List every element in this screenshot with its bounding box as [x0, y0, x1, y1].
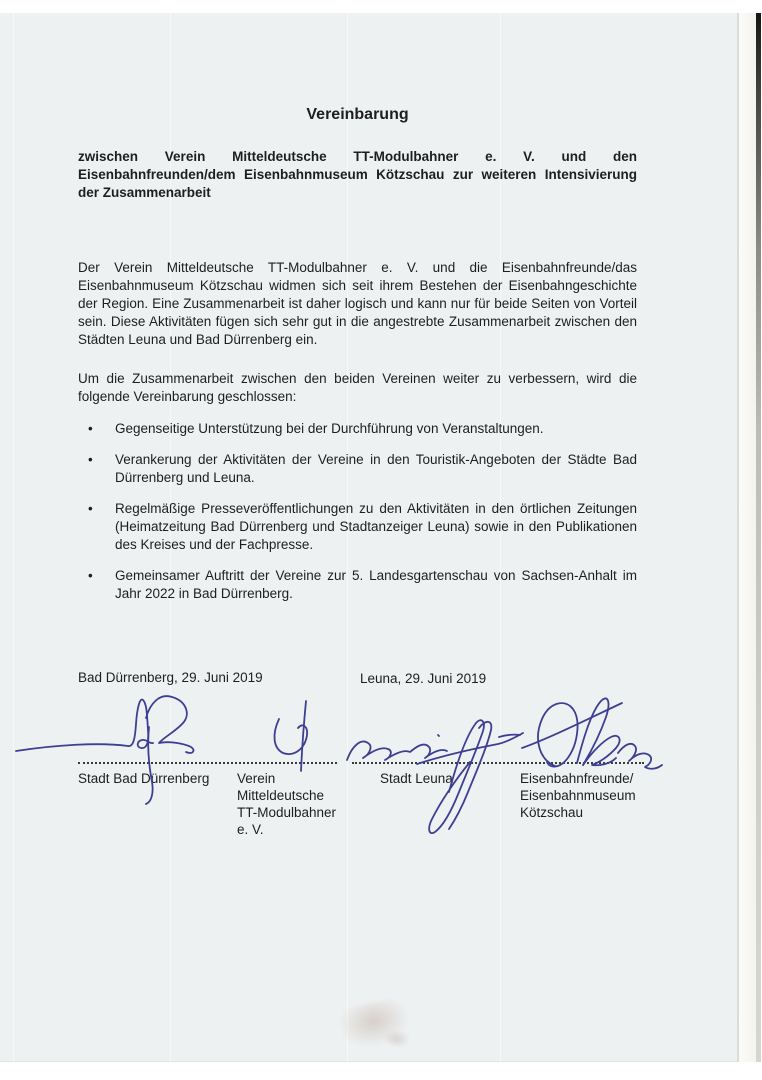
body-paragraph: Der Verein Mitteldeutsche TT-Modulbahner e. V. und die Eisenbahnfreunde/das Eisenbahnmuseum Kötzschau widmen sich seit ihrem Bestehen der Eisenbahngeschichte der Region. Eine Zusammenarbeit ist daher logisch und kann nur für beide Seiten von Vorteil sein. Diese Aktivitäten fügen sich sehr gut in die angestrebte Zusammenarbeit zwischen den Städten Leuna und Bad Dürrenberg ein.	[78, 260, 637, 347]
date-place-right: Leuna, 29. Juni 2019	[360, 671, 487, 686]
page-edge	[739, 13, 756, 1062]
bullet-item: • Verankerung der Aktivitäten der Vereine in den Touristik-Angeboten der Städte Bad Dürrenberg und Leuna.	[78, 451, 637, 487]
signatory-label-stadt-bad-duerrenberg: Stadt Bad Dürrenberg	[78, 771, 210, 786]
page-edge-shadow	[756, 13, 761, 1062]
document-title: Vereinbarung	[306, 106, 409, 123]
signature-line-right	[352, 762, 644, 764]
signature-line-left	[78, 762, 337, 764]
signatory-label-verein-tt-modulbahner: Verein Mitteldeutsche TT-Modulbahner e. V.	[237, 771, 337, 837]
document-subtitle: zwischen Verein Mitteldeutsche TT-Modulbahner e. V. und den Eisenbahnfreunden/dem Eisenbahnmuseum Kötzschau zur weiteren Intensivierung der Zusammenarbeit	[78, 149, 637, 200]
signatory-label-stadt-leuna: Stadt Leuna	[380, 771, 453, 786]
bullet-item: • Gegenseitige Unterstützung bei der Durchführung von Veranstaltungen.	[78, 420, 637, 438]
body-paragraph: Um die Zusammenarbeit zwischen den beiden Vereinen weiter zu verbessern, wird die folgende Vereinbarung geschlossen:	[78, 371, 637, 404]
bullet-item: • Regelmäßige Presseveröffentlichungen zu den Aktivitäten in den örtlichen Zeitungen (Heimatzeitung Bad Dürrenberg und Stadtanzeiger Leuna) sowie in den Publikationen des Kreises und der Fachpresse.	[78, 500, 637, 554]
signatory-label-eisenbahnfreunde: Eisenbahnfreunde/ Eisenbahnmuseum Kötzschau	[520, 771, 636, 820]
date-place-left: Bad Dürrenberg, 29. Juni 2019	[78, 670, 263, 685]
paper-crease	[13, 13, 14, 1062]
bullet-item: • Gemeinsamer Auftritt der Vereine zur 5. Landesgartenschau von Sachsen-Anhalt im Jahr 2022 in Bad Dürrenberg.	[78, 567, 637, 603]
agreement-bullet-list	[78, 420, 637, 616]
paper-smudge	[384, 1030, 410, 1048]
